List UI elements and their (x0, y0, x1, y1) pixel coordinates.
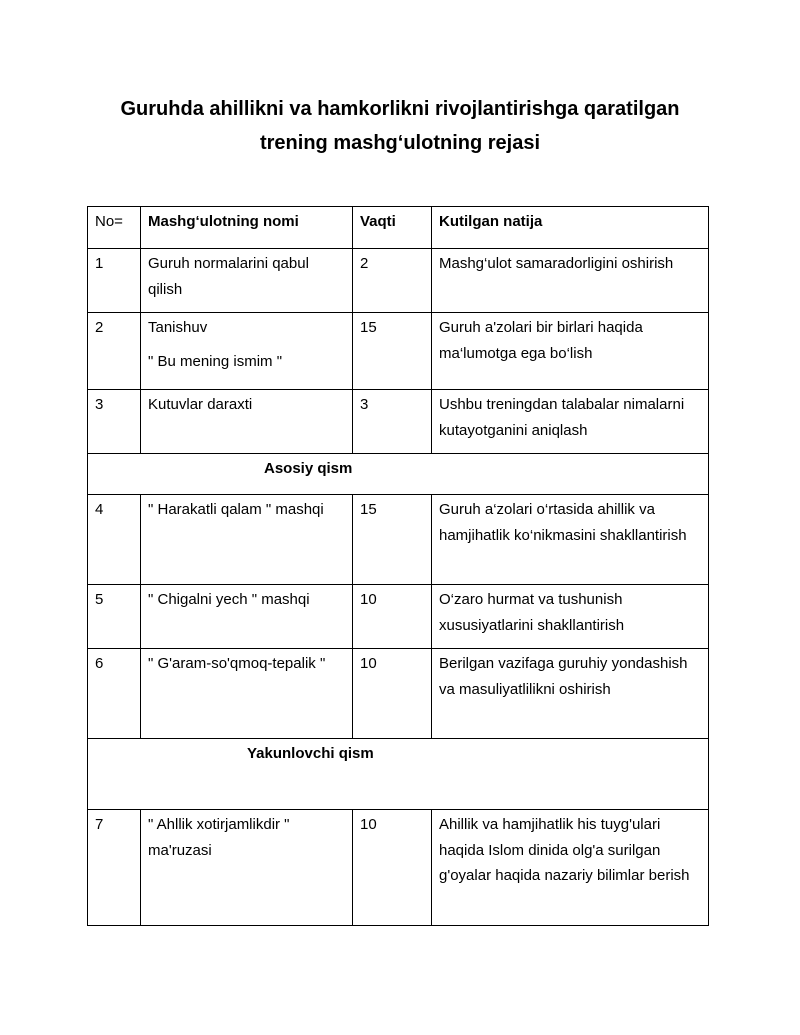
row-time: 15 (353, 313, 432, 390)
row-time: 10 (353, 585, 432, 649)
row-no: 5 (88, 585, 141, 649)
title-line-1: Guruhda ahillikni va hamkorlikni rivojlantirishga qaratilgan (120, 98, 680, 120)
table-row (88, 249, 709, 313)
header-time: Vaqti (353, 207, 432, 249)
row-name: Guruh normalarini qabul qilish (141, 249, 353, 313)
row-name: Tanishuv (148, 319, 208, 336)
row-result: Ahillik va hamjihatlik his tuyg'ulari haqida Islom dinida olg'a surilgan g'oyalar haqida nazariy bilimlar berish (432, 810, 709, 926)
row-no: 2 (88, 313, 141, 390)
row-name: " Chigalni yech " mashqi (141, 585, 353, 649)
row-no: 1 (88, 249, 141, 313)
table-row (88, 390, 709, 454)
row-name-sub: " Bu mening ismim " (148, 352, 283, 370)
row-name-cell (141, 313, 353, 390)
section-heading-main: Asosiy qism (264, 460, 353, 477)
row-no: 3 (88, 390, 141, 454)
row-time: 2 (353, 249, 432, 313)
row-time: 10 (353, 649, 432, 739)
header-name: Mashg‘ulotning nomi (141, 207, 353, 249)
row-result: O‘zaro hurmat va tushunish xususiyatlarini shakllantirish (432, 585, 709, 649)
table-row (88, 313, 709, 390)
row-no: 7 (88, 810, 141, 926)
row-result: Berilgan vazifaga guruhiy yondashish va masuliyatlilikni oshirish (432, 649, 709, 739)
header-result: Kutilgan natija (432, 207, 709, 249)
title-line-2: trening mashg‘ulotning rejasi (259, 132, 541, 154)
section-heading-cell (88, 739, 709, 810)
table-row (88, 495, 709, 585)
section-heading-final: Yakunlovchi qism (247, 745, 374, 762)
row-name: " Ahllik xotirjamlikdir " ma'ruzasi (141, 810, 353, 926)
row-name: " Harakatli qalam " mashqi (141, 495, 353, 585)
table-row (88, 585, 709, 649)
section-heading-cell (88, 454, 709, 495)
header-no: No= (88, 207, 141, 249)
document-title (0, 92, 800, 160)
header-row (88, 207, 709, 249)
row-time: 10 (353, 810, 432, 926)
row-result: Ushbu treningdan talabalar nimalarni kutayotganini aniqlash (432, 390, 709, 454)
row-no: 6 (88, 649, 141, 739)
row-result: Guruh a‘zolari o‘rtasida ahillik va hamjihatlik ko‘nikmasini shakllantirish (432, 495, 709, 585)
table-row (88, 810, 709, 926)
section-row-main (88, 454, 709, 495)
row-time: 3 (353, 390, 432, 454)
plan-table (87, 206, 709, 926)
row-result: Guruh a'zolari bir birlari haqida ma‘lumotga ega bo‘lish (432, 313, 709, 390)
row-time: 15 (353, 495, 432, 585)
table-row (88, 649, 709, 739)
row-no: 4 (88, 495, 141, 585)
row-name: " G'aram-so'qmoq-tepalik " (141, 649, 353, 739)
row-name: Kutuvlar daraxti (141, 390, 353, 454)
section-row-final (88, 739, 709, 810)
row-result: Mashg‘ulot samaradorligini oshirish (432, 249, 709, 313)
